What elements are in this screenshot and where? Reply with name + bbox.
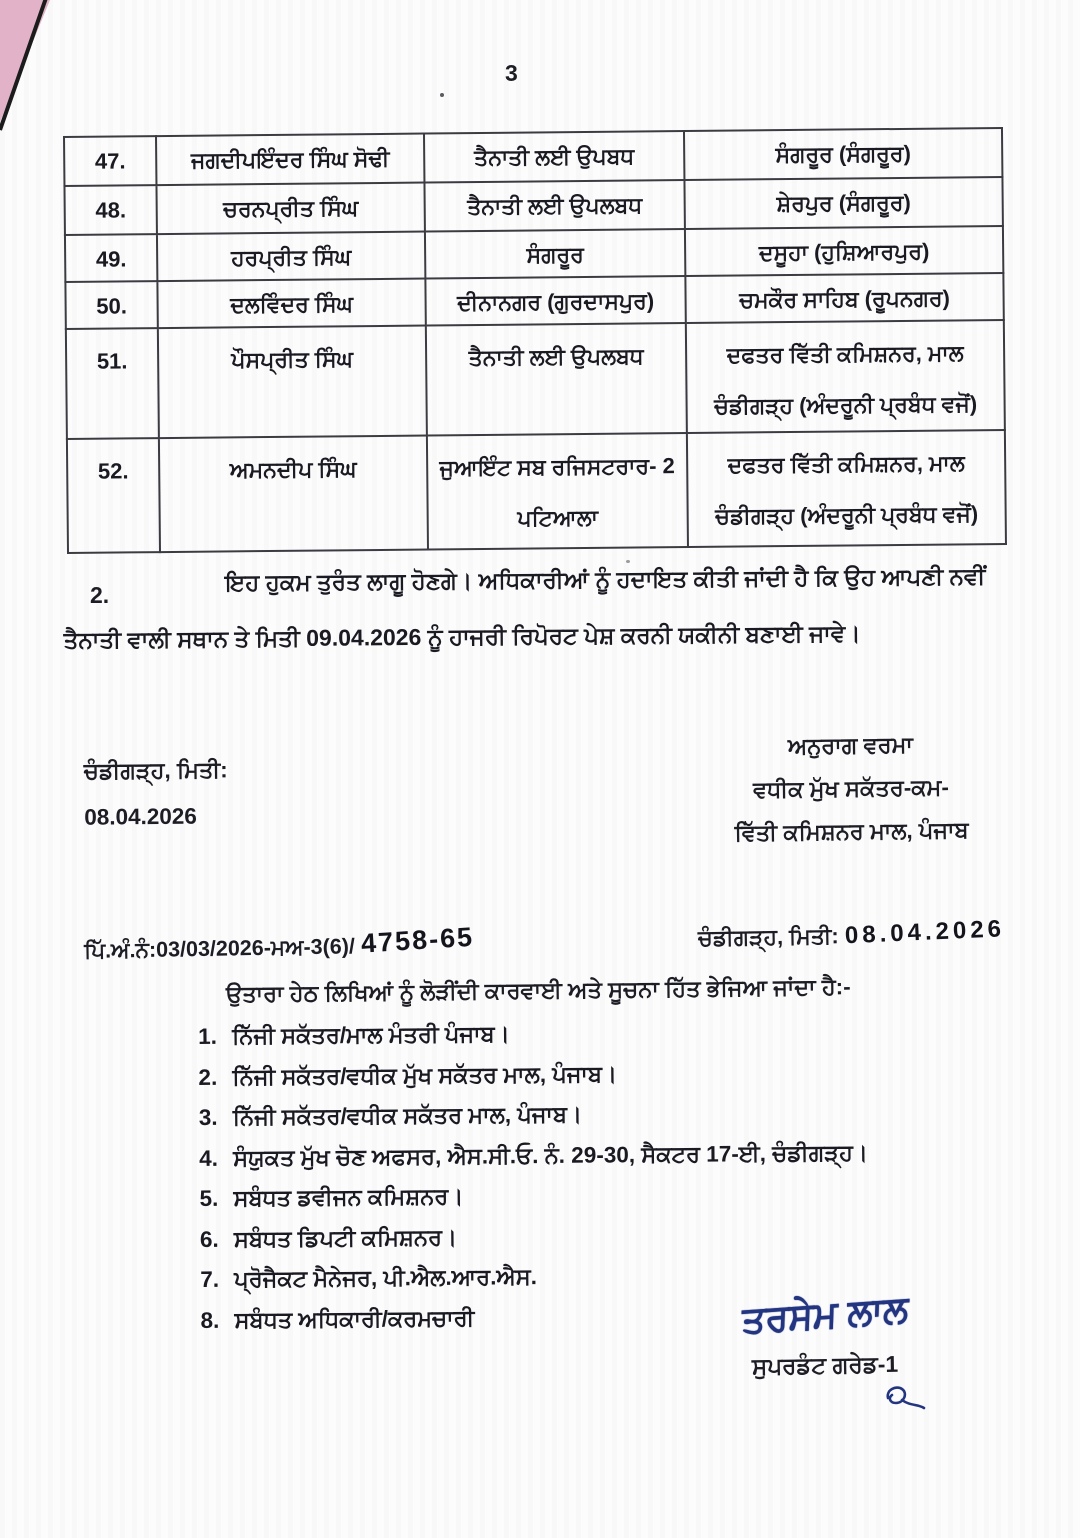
list-item-number: 1. — [198, 1023, 218, 1049]
endorsement-date-handwritten: 08.04.2026 — [844, 915, 1006, 950]
issue-place-label: ਚੰਡੀਗੜ੍ਹ, ਮਿਤੀ: — [83, 757, 228, 784]
ref-number-handwritten: 4758-65 — [359, 921, 475, 959]
list-item-number: 2. — [198, 1064, 218, 1090]
cell-serial: 49. — [65, 234, 157, 282]
cell-current-posting: ਸੰਗਰੂਰ — [425, 229, 685, 278]
cell-name: ਜਗਦੀਪਇੰਦਰ ਸਿੰਘ ਸੋਢੀ — [156, 134, 424, 186]
corner-fold-artifact — [0, 0, 70, 140]
cell-new-posting: ਦਫਤਰ ਵਿੱਤੀ ਕਮਿਸ਼ਨਰ, ਮਾਲ ਚੰਡੀਗੜ੍ਹ (ਅੰਦਰੂਨੀ ਪ੍ਰਬੰਧ ਵਜੋਂ) — [686, 320, 1005, 433]
cell-current-posting: ਜੁਆਇੰਟ ਸਬ ਰਜਿਸਟਰਾਰ- 2 ਪਟਿਆਲਾ — [427, 433, 688, 549]
list-item-number: 8. — [200, 1307, 220, 1333]
endorsement-place-date — [697, 915, 1006, 952]
list-item-text: ਪ੍ਰੋਜੈਕਟ ਮੈਨੇਜਰ, ਪੀ.ਐਲ.ਆਰ.ਐਸ. — [234, 1264, 538, 1292]
endorsement-ref-line — [84, 921, 475, 965]
cell-serial: 50. — [65, 281, 157, 329]
signatory-name: ਅਨੁਰਾਗ ਵਰਮਾ — [787, 732, 914, 759]
transfer-table-wrapper — [63, 127, 1005, 554]
cell-current-posting: ਤੈਨਾਤੀ ਲਈ ਉਪਲਬਧ — [424, 180, 684, 231]
cell-name: ਹਰਪ੍ਰੀਤ ਸਿੰਘ — [157, 232, 425, 282]
transfer-table — [63, 127, 1007, 554]
signature-designation: ਸੁਪਰਡੰਟ ਗਰੇਡ-1 — [751, 1350, 899, 1380]
cell-new-posting: ਚਮਕੌਰ ਸਾਹਿਬ (ਰੂਪਨਗਰ) — [685, 273, 1003, 323]
list-item — [199, 1177, 1019, 1213]
paragraph-number: 2. — [90, 582, 110, 608]
cell-serial: 51. — [66, 328, 159, 439]
copy-forward-line: ਉਤਾਰਾ ਹੇਠ ਲਿਖਿਆਂ ਨੂੰ ਲੋੜੀਂਦੀ ਕਾਰਵਾਈ ਅਤੇ ਸੂਚਨਾ ਹਿੱਤ ਭੇਜਿਆ ਜਾਂਦਾ ਹੈ:- — [225, 974, 851, 1007]
list-item — [199, 1136, 1019, 1172]
cell-serial: 52. — [67, 438, 160, 553]
issue-date: 08.04.2026 — [84, 803, 197, 830]
cell-new-posting: ਦਫਤਰ ਵਿੱਤੀ ਕਮਿਸ਼ਨਰ, ਮਾਲ ਚੰਡੀਗੜ੍ਹ (ਅੰਦਰੂਨੀ ਪ੍ਰਬੰਧ ਵਜੋਂ) — [687, 430, 1006, 547]
cell-new-posting: ਦਸੂਹਾ (ਹੁਸ਼ਿਆਰਪੁਰ) — [685, 226, 1003, 276]
cell-current-posting: ਤੈਨਾਤੀ ਲਈ ਉਪਬਧ — [424, 131, 684, 182]
order-paragraph: ਇਹ ਹੁਕਮ ਤੁਰੰਤ ਲਾਗੂ ਹੋਣਗੇ। ਅਧਿਕਾਰੀਆਂ ਨੂੰ ਹਦਾਇਤ ਕੀਤੀ ਜਾਂਦੀ ਹੈ ਕਿ ਉਹ ਆਪਣੀ ਨਵੀਂ ਤੈਨਾਤੀ ਵਾਲੀ ਸਥਾਨ ਤੇ ਮਿਤੀ 09.04.2026 ਨੂੰ ਹਾਜਰੀ ਰਿਪੋਰਟ ਪੇਸ਼ ਕਰਨੀ ਯਕੀਨੀ ਬਣਾਈ ਜਾਵੇ। — [63, 562, 986, 653]
cell-name: ਅਮਨਦੀਪ ਸਿੰਘ — [159, 436, 428, 553]
scan-speck — [440, 93, 444, 97]
list-item — [199, 1096, 1019, 1132]
list-item-text: ਨਿੱਜੀ ਸਕੱਤਰ/ਮਾਲ ਮੰਤਰੀ ਪੰਜਾਬ। — [232, 1021, 510, 1049]
cell-serial: 48. — [64, 185, 156, 235]
list-item-text: ਨਿੱਜੀ ਸਕੱਤਰ/ਵਧੀਕ ਮੁੱਖ ਸਕੱਤਰ ਮਾਲ, ਪੰਜਾਬ। — [232, 1060, 618, 1090]
table-row — [64, 128, 1002, 186]
table-row — [66, 320, 1005, 439]
cell-new-posting: ਸੰਗਰੂਰ (ਸੰਗਰੂਰ) — [684, 128, 1002, 180]
issue-place-date — [84, 747, 229, 841]
signatory-title-line2: ਵਿੱਤੀ ਕਮਿਸ਼ਨਰ ਮਾਲ, ਪੰਜਾਬ — [734, 817, 969, 846]
table-row — [67, 430, 1006, 553]
list-item-text: ਸਬੰਧਤ ਅਧਿਕਾਰੀ/ਕਰਮਚਾਰੀ — [234, 1305, 475, 1333]
list-item-number: 4. — [199, 1145, 219, 1171]
list-item-text: ਸਬੰਧਤ ਡਿਪਟੀ ਕਮਿਸ਼ਨਰ। — [233, 1224, 458, 1252]
list-item-number: 6. — [199, 1226, 219, 1252]
cell-name: ਚਰਨਪ੍ਰੀਤ ਸਿੰਘ — [156, 183, 424, 235]
handwritten-signature: ਤਰਸੇਮ ਲਾਲ — [741, 1288, 909, 1342]
signature-flourish-icon — [882, 1382, 928, 1414]
list-item-number: 7. — [200, 1266, 220, 1292]
table-row — [64, 177, 1002, 235]
recipients-list — [198, 1015, 1021, 1335]
page-number: 3 — [505, 60, 519, 86]
signatory-title-line1: ਵਧੀਕ ਮੁੱਖ ਸਕੱਤਰ-ਕਮ- — [752, 774, 950, 803]
ref-number-printed: ਪਿੱ.ਅੰ.ਨੰ:03/03/2026-ਮਅ-3(6)/ — [84, 934, 356, 963]
cell-serial: 47. — [64, 136, 156, 186]
list-item-text: ਨਿੱਜੀ ਸਕੱਤਰ/ਵਧੀਕ ਸਕੱਤਰ ਮਾਲ, ਪੰਜਾਬ। — [232, 1101, 583, 1130]
cell-new-posting: ਸ਼ੇਰਪੁਰ (ਸੰਗਰੂਰ) — [684, 177, 1002, 229]
cell-current-posting: ਦੀਨਾਨਗਰ (ਗੁਰਦਾਸਪੁਰ) — [425, 276, 685, 325]
endorsement-place-label: ਚੰਡੀਗੜ੍ਹ, ਮਿਤੀ: — [697, 923, 839, 951]
cell-name: ਦਲਵਿੰਦਰ ਸਿੰਘ — [157, 279, 425, 329]
cell-name: ਪੌਸਪ੍ਰੀਤ ਸਿੰਘ — [158, 326, 427, 439]
list-item-text: ਸੰਯੁਕਤ ਮੁੱਖ ਚੋਣ ਅਫਸਰ, ਐਸ.ਸੀ.ਓ. ਨੰ. 29-30, ਸੈਕਟਰ 17-ਈ, ਚੰਡੀਗੜ੍ਹ। — [233, 1139, 869, 1171]
list-item — [198, 1055, 1018, 1091]
list-item-number: 5. — [199, 1185, 219, 1211]
list-item — [200, 1217, 1020, 1253]
list-item-text: ਸਬੰਧਤ ਡਵੀਜਨ ਕਮਿਸ਼ਨਰ। — [233, 1183, 464, 1211]
list-item — [198, 1015, 1018, 1051]
signatory-block — [689, 722, 1013, 855]
list-item-number: 3. — [198, 1104, 218, 1130]
cell-current-posting: ਤੈਨਾਤੀ ਲਈ ਉਪਲਬਧ — [426, 323, 687, 435]
